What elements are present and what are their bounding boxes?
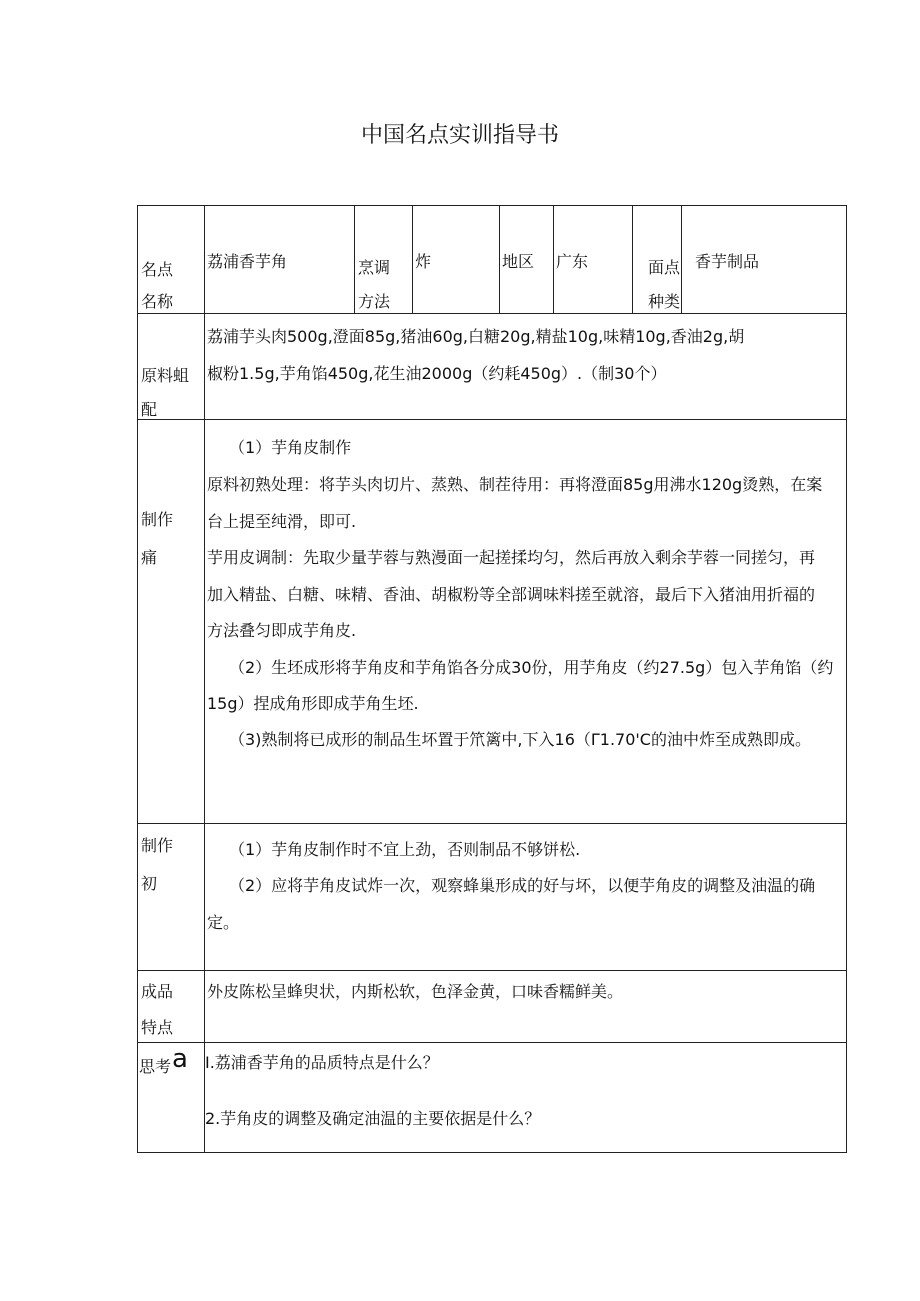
region-label: 地区 bbox=[502, 252, 535, 271]
page-title: 中国名点实训指导书 bbox=[360, 123, 559, 148]
process-line: （3)熟制将已成形的制品生坏置于笊篱中,下入16（Γ1.70'C的油中炸至成熟即成。 bbox=[229, 730, 811, 749]
features-label: 特点 bbox=[141, 1018, 174, 1037]
ingredients-label: 配 bbox=[141, 400, 158, 419]
row-divider bbox=[138, 970, 846, 971]
process-line: 原料初熟处理：将芋头肉切片、蒸熟、制茬待用：再将澄面85g用沸水120g烫熟，在案 bbox=[207, 475, 823, 494]
recipe-table bbox=[137, 205, 847, 1153]
process-line: （2）生坯成形将芋角皮和芋角馅各分成30份，用芋角皮（约27.5g）包入芋角馅（约 bbox=[229, 658, 834, 677]
questions-label-mark: a bbox=[172, 1044, 188, 1074]
notes-label: 制作 bbox=[141, 836, 174, 855]
notes-label: 初 bbox=[141, 874, 158, 893]
name-value: 荔浦香芋角 bbox=[207, 252, 288, 271]
row-divider bbox=[138, 419, 846, 420]
header-column-divider bbox=[553, 206, 554, 313]
row-divider bbox=[138, 313, 846, 314]
header-column-divider bbox=[681, 206, 682, 313]
process-line: 台上提至纯滑，即可. bbox=[207, 512, 357, 531]
features-text: 外皮陈松呈蜂臾状，内斯松软，色泽金黄，口味香糯鲜美。 bbox=[207, 982, 624, 1001]
method-label: 方法 bbox=[358, 292, 391, 311]
notes-line: （2）应将芋角皮试炸一次，观察蜂巢形成的好与坏，以便芋角皮的调整及油温的确 bbox=[229, 876, 816, 895]
notes-line: 定。 bbox=[207, 913, 240, 932]
process-label: 痛 bbox=[141, 548, 158, 567]
label-column-divider bbox=[204, 206, 205, 1153]
ingredients-line: 荔浦芋头肉500g,澄面85g,猪油60g,白糖20g,精盐10g,味精10g,香油2g,胡 bbox=[207, 327, 745, 346]
header-column-divider bbox=[632, 206, 633, 313]
name-label: 名称 bbox=[141, 292, 174, 311]
process-line: 加入精盐、白糖、味精、香油、胡椒粉等全部调味料搓至就溶，最后下入猪油用折福的 bbox=[207, 585, 816, 604]
process-line: 15g）捏成角形即成芋角生坯. bbox=[207, 694, 419, 713]
type-label: 种类 bbox=[648, 292, 681, 311]
question-item: I.荔浦香芋角的品质特点是什么？ bbox=[205, 1053, 439, 1072]
header-column-divider bbox=[354, 206, 355, 313]
process-line: （1）芋角皮制作 bbox=[229, 438, 352, 457]
question-item: 2.芋角皮的调整及确定油温的主要依据是什么？ bbox=[205, 1109, 541, 1128]
features-label: 成品 bbox=[141, 982, 174, 1001]
row-divider bbox=[138, 823, 846, 824]
header-column-divider bbox=[412, 206, 413, 313]
method-label: 烹调 bbox=[358, 258, 391, 277]
notes-line: （1）芋角皮制作时不宜上劲，否则制品不够饼松. bbox=[229, 840, 581, 859]
ingredients-label: 原料蛆 bbox=[141, 366, 190, 385]
row-divider bbox=[138, 1042, 846, 1043]
process-label: 制作 bbox=[141, 510, 174, 529]
type-label: 面点 bbox=[648, 258, 681, 277]
method-value: 炸 bbox=[415, 252, 432, 271]
process-line: 方法叠匀即成芋角皮. bbox=[207, 621, 357, 640]
header-column-divider bbox=[499, 206, 500, 313]
name-label: 名点 bbox=[141, 260, 174, 279]
ingredients-line: 椒粉1.5g,芋角馅450g,花生油2000g（约耗450g）.（制30个） bbox=[207, 364, 667, 383]
region-value: 广东 bbox=[556, 252, 589, 271]
type-value: 香芋制品 bbox=[695, 252, 760, 271]
process-line: 芋用皮调制：先取少量芋蓉与熟漫面一起搓揉均匀，然后再放入剩余芋蓉一同搓匀，再 bbox=[207, 548, 816, 567]
questions-label: 思考 bbox=[139, 1057, 172, 1076]
